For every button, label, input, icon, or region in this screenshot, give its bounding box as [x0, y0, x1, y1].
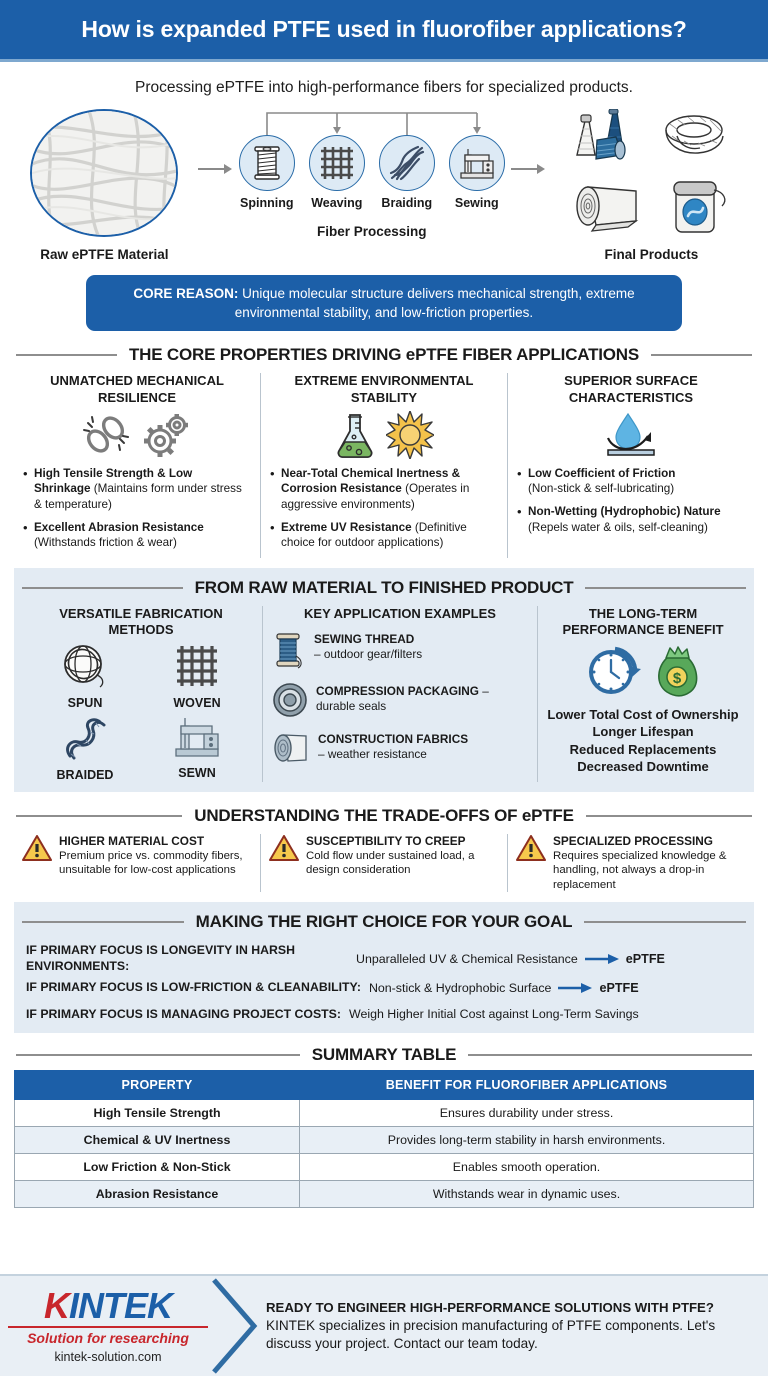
- step-label: Braiding: [381, 196, 433, 210]
- raw-material-label: Raw ePTFE Material: [40, 247, 169, 262]
- divider-right: [586, 815, 752, 817]
- bullet-item: [23, 466, 251, 513]
- thread-spool-icon: [272, 630, 306, 675]
- application-examples-column: [262, 606, 537, 783]
- property-column-surface: [507, 373, 754, 557]
- logo-wordmark: [44, 1285, 172, 1326]
- sun-icon: [386, 411, 434, 464]
- property-bullets-mechanical: [23, 466, 251, 551]
- bullet-item: [517, 466, 745, 497]
- divider-left: [16, 815, 182, 817]
- process-branch-connectors-icon: [236, 109, 508, 135]
- bullet-bold: Extreme UV Resistance: [281, 520, 412, 534]
- fiber-processing-label: Fiber Processing: [317, 224, 427, 239]
- footer-body: KINTEK specializes in precision manufacturing of PTFE components. Let's discuss your project. Contact our team today.: [266, 1317, 716, 1351]
- column-title: KEY APPLICATION EXAMPLES: [304, 605, 496, 621]
- process-fiber-processing: [236, 109, 508, 239]
- property-bullets-surface: [517, 466, 745, 535]
- raw-to-product-band: [14, 568, 754, 793]
- table-col-header-benefit: BENEFIT FOR FLUOROFIBER APPLICATIONS: [300, 1071, 754, 1100]
- fabrication-label: WOVEN: [173, 696, 221, 711]
- column-title: SUPERIOR SURFACE CHARACTERISTICS: [564, 373, 698, 405]
- application-item-compression-packaging: [272, 682, 528, 723]
- fabrication-item-braided: [57, 714, 114, 782]
- warning-triangle-icon: [269, 834, 299, 892]
- choice-result-wrap: [369, 981, 639, 995]
- choice-result: Non-stick & Hydrophobic Surface: [368, 980, 552, 995]
- footer-question: READY TO ENGINEER HIGH-PERFORMANCE SOLUTIONS WITH PTFE?: [266, 1299, 714, 1315]
- divider-left: [16, 1054, 300, 1056]
- tradeoff-title: SUSCEPTIBILITY TO CREEP: [306, 834, 466, 849]
- table-header-row: [15, 1071, 754, 1100]
- table-cell-property: Chemical & UV Inertness: [15, 1127, 300, 1154]
- core-reason-label: CORE REASON:: [133, 286, 239, 301]
- logo-letter-k: K: [44, 1285, 69, 1326]
- benefit-line: Lower Total Cost of Ownership: [547, 707, 739, 723]
- choice-row-longevity: [14, 940, 754, 977]
- table-cell-property: Low Friction & Non-Stick: [15, 1154, 300, 1181]
- section-heading-summary: [16, 1045, 752, 1065]
- logo-underline: [8, 1326, 208, 1328]
- application-item-sewing-thread: [272, 630, 528, 675]
- choice-result-wrap: [349, 1007, 639, 1021]
- tradeoff-title: HIGHER MATERIAL COST: [59, 834, 205, 849]
- blue-arrow-icon: [585, 953, 619, 965]
- choice-tag: ePTFE: [599, 980, 639, 995]
- woven-mesh-icon: [173, 642, 221, 695]
- braided-cord-icon: [379, 135, 435, 191]
- step-label: Weaving: [311, 196, 363, 210]
- core-reason-banner: [86, 275, 682, 331]
- bullet-bold: Low Coefficient of Friction: [528, 466, 676, 480]
- benefit-lines: [547, 706, 739, 775]
- process-flow: [0, 107, 768, 267]
- gasket-ring-icon: [272, 682, 308, 723]
- choice-condition: IF PRIMARY FOCUS IS MANAGING PROJECT COSTS:: [26, 1006, 341, 1021]
- choice-tag: ePTFE: [625, 951, 665, 966]
- flask-icon: [334, 411, 376, 464]
- choice-result-wrap: [356, 952, 665, 966]
- long-term-benefit-column: [537, 606, 748, 783]
- table-row: [15, 1181, 754, 1208]
- dental-floss-container-icon: [658, 176, 734, 241]
- process-step-weaving: [306, 135, 368, 210]
- thread-spool-icon: [239, 135, 295, 191]
- column-title: UNMATCHED MECHANICAL RESILIENCE: [50, 373, 224, 405]
- table-row: [15, 1127, 754, 1154]
- choice-band: [14, 902, 754, 1033]
- fabric-roll-icon: [566, 177, 648, 240]
- application-item-construction-fabrics: [272, 730, 528, 771]
- warning-triangle-icon: [516, 834, 546, 892]
- core-properties-columns: [0, 373, 768, 557]
- application-desc: – weather resistance: [318, 746, 427, 761]
- logo-letters-intek: INTEK: [69, 1285, 172, 1326]
- woven-mesh-icon: [309, 135, 365, 191]
- divider-left: [22, 921, 184, 923]
- fabrication-label: SPUN: [67, 696, 103, 711]
- fabrication-item-spun: [60, 642, 110, 710]
- column-title: VERSATILE FABRICATION METHODS: [59, 605, 223, 637]
- fabrication-item-sewn: [171, 714, 223, 782]
- application-title: SEWING THREAD: [314, 631, 415, 646]
- table-cell-property: Abrasion Resistance: [15, 1181, 300, 1208]
- divider-right: [651, 354, 752, 356]
- section-title: FROM RAW MATERIAL TO FINISHED PRODUCT: [194, 577, 574, 597]
- choice-result: Unparalleled UV & Chemical Resistance: [356, 951, 578, 966]
- section-heading-tradeoffs: [16, 806, 752, 826]
- section-title: MAKING THE RIGHT CHOICE FOR YOUR GOAL: [195, 912, 573, 932]
- chevron-right-icon: [208, 1276, 260, 1376]
- step-label: Sewing: [454, 196, 499, 210]
- tradeoff-columns: [0, 834, 768, 892]
- bullet-item: [270, 520, 498, 551]
- tradeoff-text: Requires specialized knowledge & handling, not always a drop-in replacement: [553, 849, 727, 891]
- arrow-raw-to-processing-icon: [195, 109, 236, 229]
- sewing-machine-icon: [449, 135, 505, 191]
- core-reason-text: Unique molecular structure delivers mechanical strength, extreme environmental stability, and low-friction properties.: [234, 286, 635, 321]
- yarn-ball-icon: [60, 642, 110, 695]
- thread-cones-icon: [567, 109, 647, 174]
- water-droplet-repel-icon: [594, 410, 668, 465]
- page-header: [0, 0, 768, 62]
- divider-right: [585, 587, 746, 589]
- tradeoff-specialized-processing: [507, 834, 754, 892]
- table-cell-property: High Tensile Strength: [15, 1100, 300, 1127]
- table-cell-benefit: Provides long-term stability in harsh environments.: [300, 1127, 754, 1154]
- property-column-environmental: [260, 373, 507, 557]
- money-bag-icon: [653, 644, 701, 703]
- fabrication-methods-column: [20, 606, 262, 783]
- divider-right: [584, 921, 746, 923]
- benefit-line: Decreased Downtime: [577, 758, 709, 774]
- bullet-rest: (Withstands friction & wear): [34, 536, 177, 550]
- page-footer: [0, 1274, 768, 1376]
- fabric-roll-icon: [272, 730, 310, 771]
- arrow-processing-to-products-icon: [508, 109, 549, 229]
- gears-icon: [140, 411, 192, 464]
- section-title: UNDERSTANDING THE TRADE-OFFS OF ePTFE: [194, 806, 574, 826]
- benefit-line: Longer Lifespan: [592, 724, 694, 740]
- bullet-rest: (Non-stick & self-lubricating): [528, 482, 675, 496]
- bullet-item: [270, 466, 498, 513]
- logo-url[interactable]: kintek-solution.com: [54, 1350, 162, 1364]
- table-col-header-property: PROPERTY: [15, 1071, 300, 1100]
- application-desc: – durable seals: [316, 683, 489, 713]
- step-label: Spinning: [240, 196, 294, 210]
- process-step-spinning: [236, 135, 298, 210]
- fabrication-item-woven: [173, 642, 221, 710]
- fabrication-label: BRAIDED: [56, 768, 114, 783]
- summary-table: [14, 1070, 754, 1208]
- bullet-rest: (Operates in aggressive environments): [281, 482, 470, 511]
- logo-tagline: Solution for researching: [27, 1330, 189, 1346]
- bullet-bold: High Tensile Strength & Low Shrinkage: [34, 466, 193, 496]
- divider-right: [468, 1054, 752, 1056]
- section-title: SUMMARY TABLE: [311, 1045, 457, 1064]
- choice-condition: IF PRIMARY FOCUS IS LONGEVITY IN HARSH ENVIRONMENTS:: [26, 943, 295, 973]
- section-heading-core-properties: [16, 345, 752, 365]
- divider-left: [22, 587, 183, 589]
- application-title: CONSTRUCTION FABRICS: [318, 731, 469, 746]
- property-column-mechanical: [14, 373, 260, 557]
- table-cell-benefit: Ensures durability under stress.: [300, 1100, 754, 1127]
- table-row: [15, 1154, 754, 1181]
- page-title: How is expanded PTFE used in fluorofiber applications?: [81, 16, 687, 42]
- column-title: THE LONG-TERM PERFORMANCE BENEFIT: [562, 605, 724, 637]
- fabrication-label: SEWN: [178, 766, 216, 781]
- application-title: COMPRESSION PACKAGING: [316, 683, 479, 698]
- choice-row-costs: [14, 999, 754, 1025]
- broken-chain-icon: [82, 413, 130, 462]
- bullet-item: [517, 504, 745, 535]
- tradeoff-text: Premium price vs. commodity fibers, unsuitable for low-cost applications: [59, 849, 243, 877]
- process-step-braiding: [376, 135, 438, 210]
- bullet-bold: Excellent Abrasion Resistance: [34, 520, 204, 534]
- page-subtitle: Processing ePTFE into high-performance fibers for specialized products.: [135, 79, 633, 96]
- tradeoff-text: Cold flow under sustained load, a design consideration: [306, 849, 475, 877]
- divider-left: [16, 354, 117, 356]
- bullet-bold: Non-Wetting (Hydrophobic) Nature: [528, 504, 721, 518]
- tradeoff-higher-material-cost: [14, 834, 260, 892]
- process-final-products: [549, 109, 754, 262]
- application-desc: – outdoor gear/filters: [314, 646, 423, 661]
- bullet-item: [23, 520, 251, 551]
- property-bullets-environmental: [270, 466, 498, 551]
- benefit-line: Reduced Replacements: [569, 741, 717, 757]
- tradeoff-susceptibility-to-creep: [260, 834, 507, 892]
- warning-triangle-icon: [22, 834, 52, 892]
- table-cell-benefit: Withstands wear in dynamic uses.: [300, 1181, 754, 1208]
- footer-cta: [260, 1300, 768, 1352]
- choice-result: Weigh Higher Initial Cost against Long-Term Savings: [348, 1007, 639, 1022]
- process-step-sewing: [446, 135, 508, 210]
- blue-arrow-icon: [558, 982, 592, 994]
- clock-arrow-icon: [585, 643, 643, 704]
- bullet-rest: (Repels water & oils, self-cleaning): [528, 520, 708, 534]
- final-products-label: Final Products: [604, 247, 699, 262]
- raw-eptfe-fibers-icon: [30, 109, 178, 237]
- choice-condition: IF PRIMARY FOCUS IS LOW-FRICTION & CLEANABILITY:: [26, 980, 361, 995]
- svg-text:$: $: [672, 669, 682, 687]
- kintek-logo[interactable]: [0, 1285, 208, 1364]
- table-cell-benefit: Enables smooth operation.: [300, 1154, 754, 1181]
- section-heading-choice: [22, 912, 746, 932]
- table-row: [15, 1100, 754, 1127]
- sewing-machine-icon: [171, 714, 223, 765]
- tradeoff-title: SPECIALIZED PROCESSING: [553, 834, 713, 849]
- bullet-bold: Near-Total Chemical Inertness & Corrosion Resistance: [281, 466, 461, 496]
- choice-row-low-friction: [14, 977, 754, 998]
- column-title: EXTREME ENVIRONMENTAL STABILITY: [294, 373, 474, 405]
- bullet-rest: (Definitive choice for outdoor applications): [281, 520, 467, 550]
- section-heading-raw-to-product: [22, 578, 746, 598]
- braided-hose-coil-icon: [656, 110, 736, 173]
- section-title: THE CORE PROPERTIES DRIVING ePTFE FIBER APPLICATIONS: [128, 345, 640, 365]
- braided-rope-icon: [60, 714, 110, 767]
- process-raw-material: [14, 109, 195, 262]
- bullet-rest: (Maintains form under stress & temperature): [34, 482, 242, 511]
